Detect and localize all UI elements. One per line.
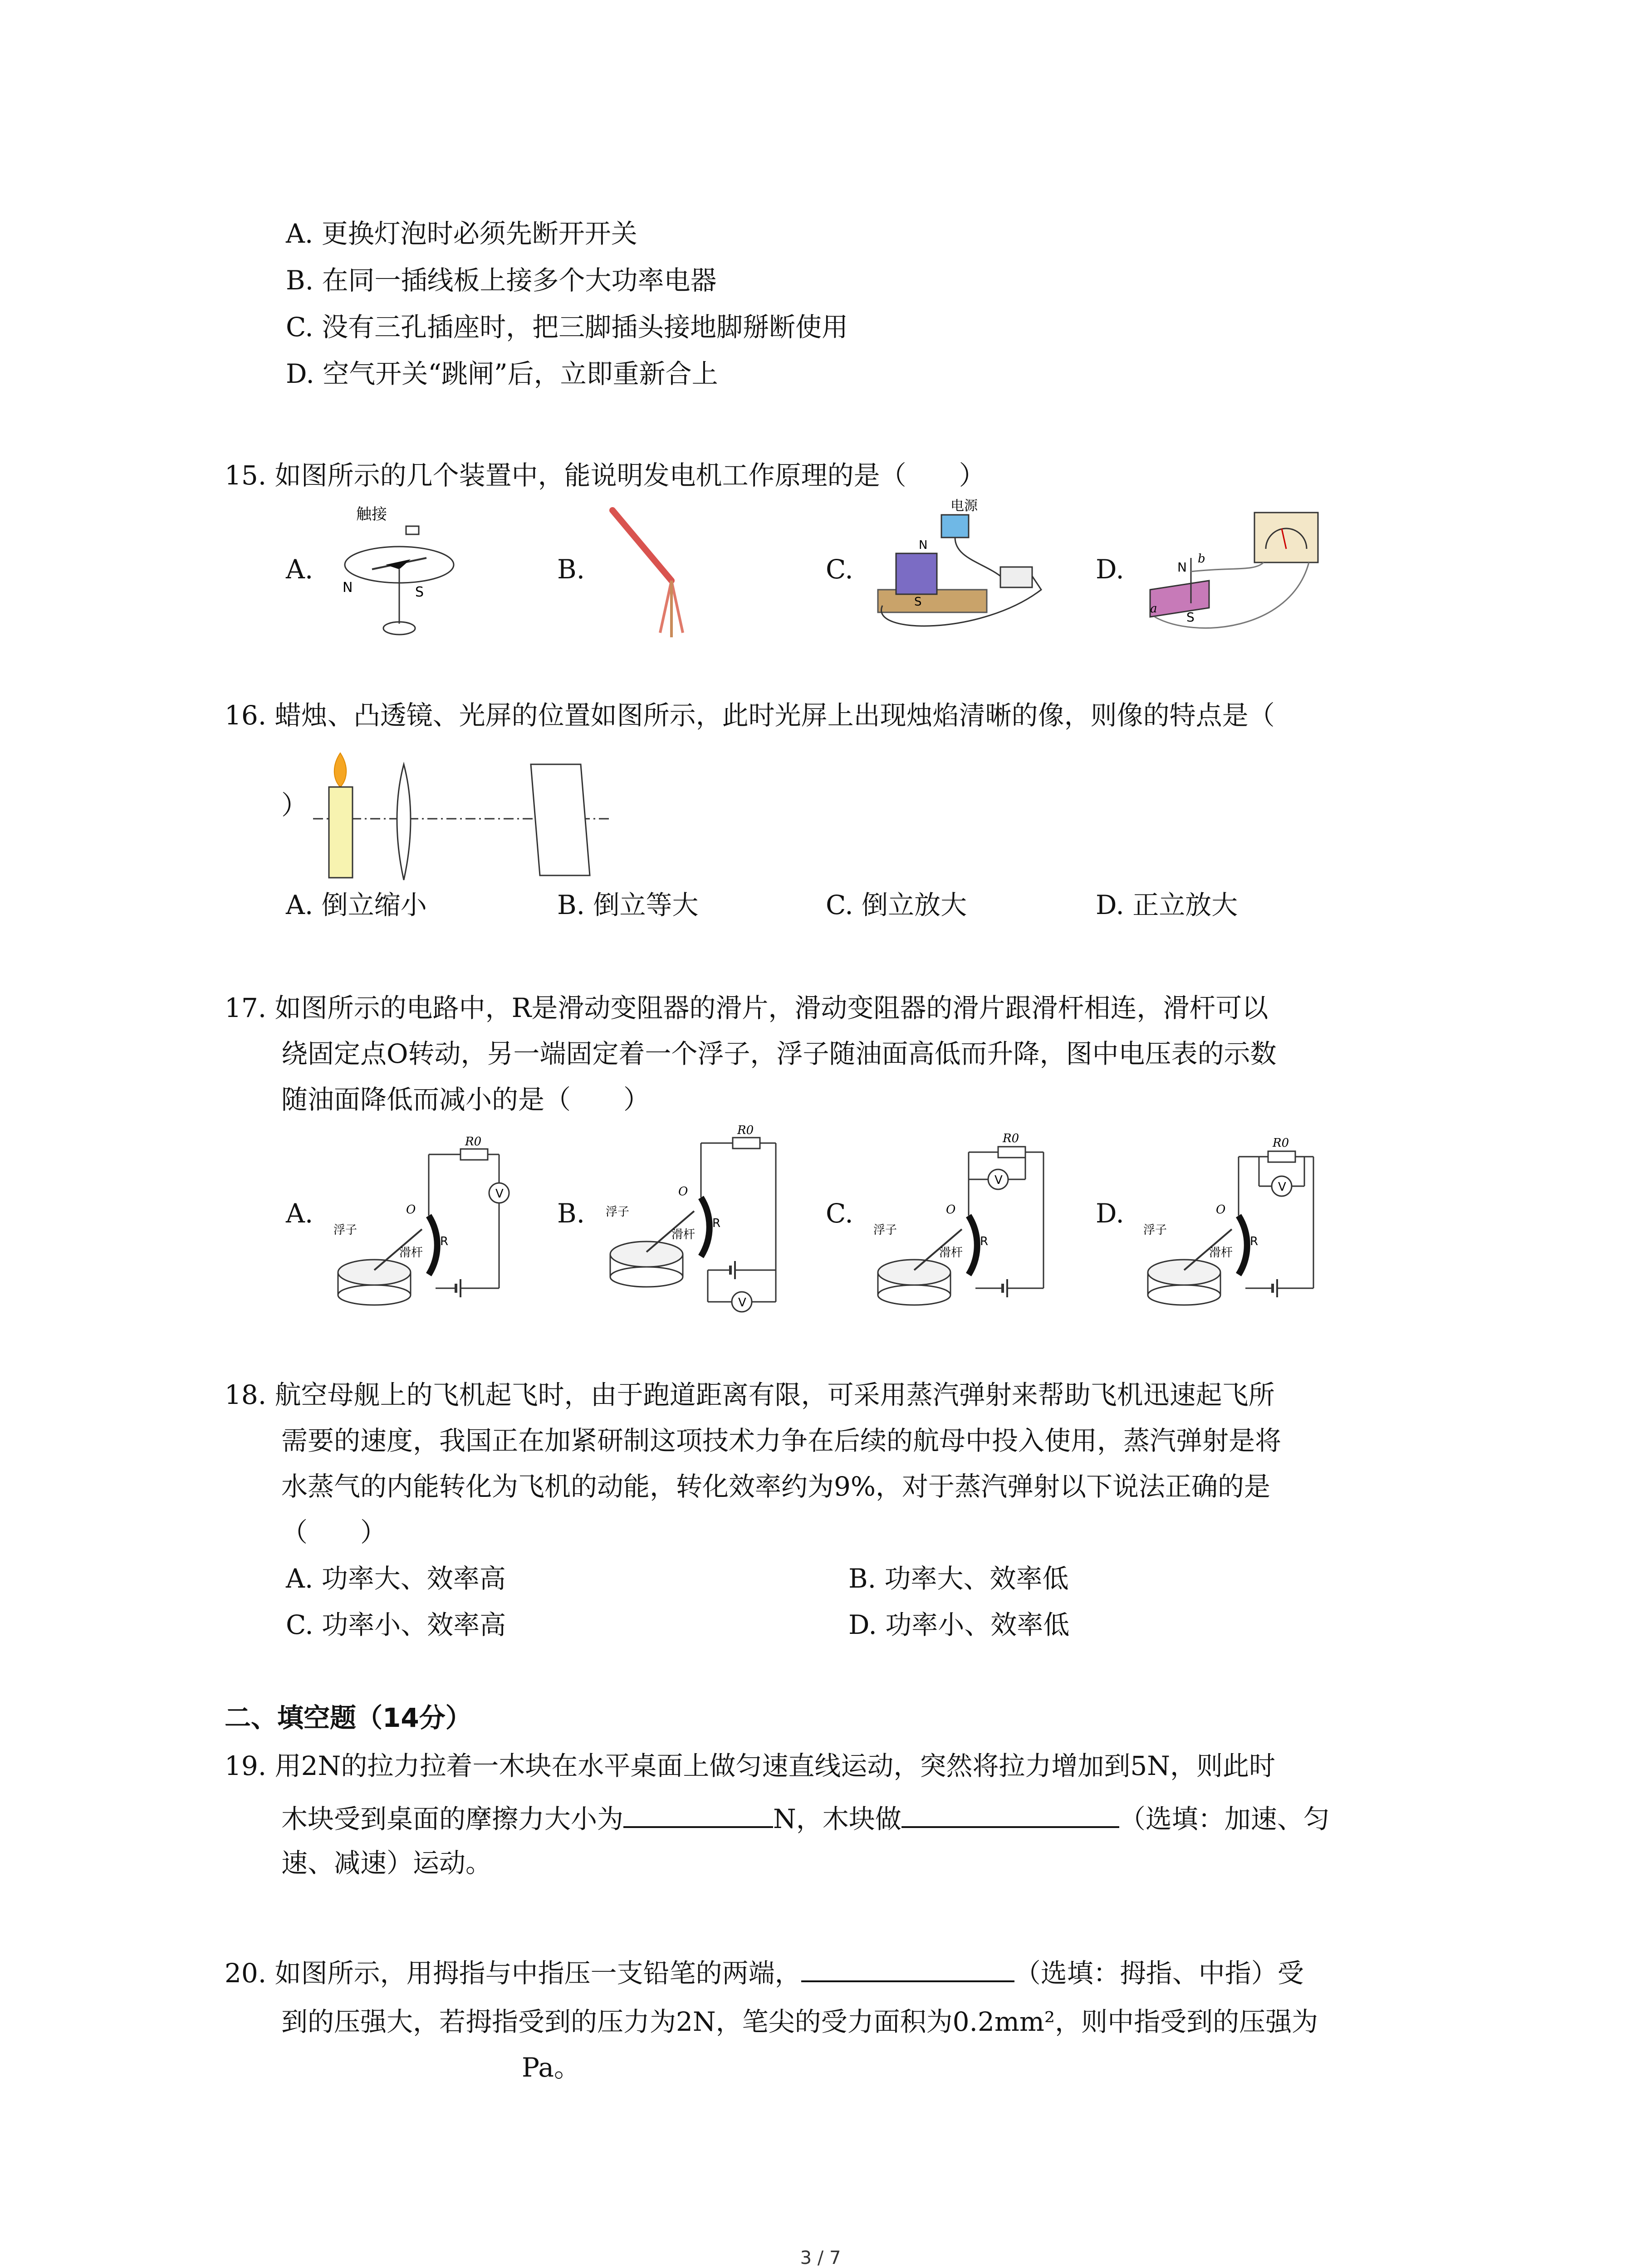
q17-d-v-label: V [1278,1180,1286,1194]
q17-circuit-d [1141,1129,1332,1311]
q15-d-a-label: a [1150,602,1157,616]
q17-letter-d: D. [1096,1198,1124,1229]
q20-blank-finger[interactable] [801,1955,1014,1982]
q17-letter-c: C. [826,1198,853,1229]
q17-line-1: 17. 如图所示的电路中，R是滑动变阻器的滑片，滑动变阻器的滑片跟滑杆相连，滑杆可以 [225,992,1269,1023]
q19-line-2-part-a: 木块受到桌面的摩擦力大小为 [281,1804,624,1834]
q15-figure-a [331,501,467,646]
q17-d-r-label: R [1250,1235,1259,1248]
q15-a-n-label: N [343,580,353,596]
q18-line-1: 18. 航空母舰上的飞机起飞时，由于跑道距离有限，可采用蒸汽弹射来帮助飞机迅速起飞所 [225,1379,1275,1410]
q15-letter-a: A. [286,554,314,585]
q17-line-3: 随油面降低而减小的是（ ） [281,1084,650,1115]
q18-option-c: C. 功率小、效率高 [286,1609,506,1640]
q19-blank-motion[interactable] [901,1801,1119,1828]
q17-b-rod-label: 滑杆 [671,1228,696,1242]
q14-option-a: A. 更换灯泡时必须先断开开关 [286,218,637,249]
q17-c-r-label: R [980,1235,989,1248]
q17-b-o-label: O [678,1185,688,1198]
q15-d-s-label: S [1186,610,1195,625]
q17-letter-a: A. [286,1198,314,1229]
q14-option-c: C. 没有三孔插座时，把三脚插头接地脚掰断使用 [286,312,848,342]
q17-a-rod-label: 滑杆 [399,1246,423,1260]
page-number: 3 / 7 [800,2248,841,2268]
q15-a-s-label: S [415,584,424,600]
q17-a-o-label: O [406,1203,416,1217]
q15-c-power-label: 电源 [950,499,978,514]
q15-letter-b: B. [557,554,585,585]
q17-b-r0-label: R0 [737,1124,754,1137]
q15-d-n-label: N [1177,560,1187,575]
q17-b-float-label: 浮子 [606,1205,630,1219]
q16-option-a: A. 倒立缩小 [286,890,427,920]
q19-blank-friction[interactable] [623,1801,773,1828]
q19-line-1: 19. 用2N的拉力拉着一木块在水平桌面上做匀速直线运动，突然将拉力增加到5N，则此时 [225,1750,1275,1781]
q15-c-s-label: S [914,595,922,609]
q15-figure-d [1141,503,1332,640]
q15-d-b-label: b [1198,552,1205,566]
section-2-title: 二、填空题（14分） [225,1702,472,1733]
q19-line-2-part-b: N，木块做 [773,1804,901,1834]
q18-option-b: B. 功率大、效率低 [848,1563,1069,1594]
q19-line-2-part-c: （选填：加速、匀 [1119,1804,1330,1834]
q16-option-c: C. 倒立放大 [826,890,967,920]
q19-line-2 [281,1801,1330,1835]
q17-c-rod-label: 滑杆 [939,1246,963,1260]
q17-d-rod-label: 滑杆 [1209,1246,1233,1260]
q19-line-3: 速、减速）运动。 [281,1848,492,1878]
q17-d-r0-label: R0 [1273,1136,1289,1150]
q17-c-r0-label: R0 [1003,1132,1019,1145]
q20-line-1-part-a: 20. 如图所示，用拇指与中指压一支铅笔的两端， [225,1958,801,1989]
q15-figure-b [603,501,703,646]
q17-a-v-label: V [495,1187,504,1201]
q16-option-d: D. 正立放大 [1096,890,1238,920]
q20-line-3-unit: Pa。 [522,2052,580,2083]
q17-circuit-a [331,1134,522,1306]
q17-circuit-b [603,1116,794,1325]
q16-option-b: B. 倒立等大 [557,890,699,920]
q20-line-3 [281,2051,580,2083]
q17-b-v-label: V [738,1296,746,1310]
q20-blank-pressure[interactable] [281,2051,522,2077]
q18-option-a: A. 功率大、效率高 [286,1563,506,1594]
q17-c-o-label: O [946,1203,956,1217]
q18-line-2: 需要的速度，我国正在加紧研制这项技术力争在后续的航母中投入使用，蒸汽弹射是将 [281,1425,1282,1456]
q20-line-1-part-b: （选填：拇指、中指）受 [1014,1958,1304,1989]
q17-a-r0-label: R0 [465,1135,482,1149]
q15-c-n-label: N [919,538,928,552]
q17-letter-b: B. [557,1198,585,1229]
q17-d-o-label: O [1216,1203,1226,1217]
q15-stem: 15. 如图所示的几个装置中，能说明发电机工作原理的是（ ） [225,460,985,491]
q15-a-touch-label: 触接 [356,505,387,523]
q17-b-r-label: R [712,1217,721,1230]
q16-optics-figure [309,744,617,885]
q20-line-1 [225,1955,1304,1989]
q17-c-float-label: 浮子 [873,1223,897,1237]
q15-figure-c [869,499,1059,644]
q16-stem: 16. 蜡烛、凸透镜、光屏的位置如图所示，此时光屏上出现烛焰清晰的像，则像的特点是（ [225,700,1275,731]
q18-line-4: （ ） [281,1517,387,1548]
q18-option-d: D. 功率小、效率低 [848,1609,1070,1640]
q14-option-b: B. 在同一插线板上接多个大功率电器 [286,265,717,296]
q17-circuit-c [871,1129,1062,1311]
q16-stem-cont: ） [281,790,308,821]
q14-option-d: D. 空气开关“跳闸”后，立即重新合上 [286,358,718,389]
q17-line-2: 绕固定点O转动，另一端固定着一个浮子，浮子随油面高低而升降，图中电压表的示数 [281,1038,1277,1069]
q15-letter-d: D. [1096,554,1124,585]
q15-letter-c: C. [826,554,853,585]
q17-d-float-label: 浮子 [1143,1223,1167,1237]
q20-line-2: 到的压强大，若拇指受到的压力为2N，笔尖的受力面积为0.2mm²，则中指受到的压强为 [281,2006,1318,2037]
q17-a-r-label: R [440,1235,449,1248]
q18-line-3: 水蒸气的内能转化为飞机的动能，转化效率约为9%，对于蒸汽弹射以下说法正确的是 [281,1471,1271,1502]
q17-c-v-label: V [994,1173,1003,1187]
q17-a-float-label: 浮子 [333,1223,358,1237]
